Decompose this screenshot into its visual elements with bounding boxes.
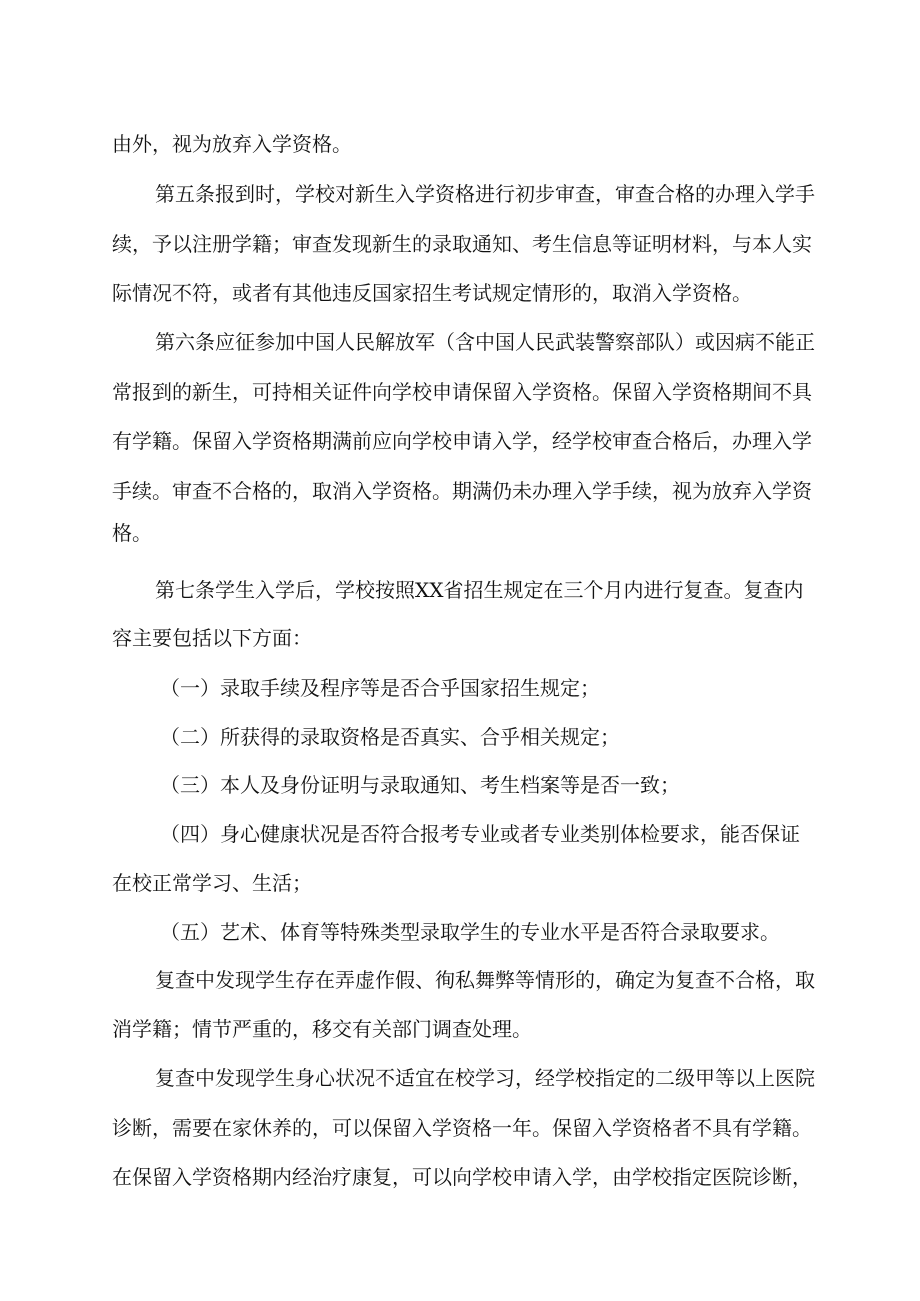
text-line: 在校正常学习、生活； — [112, 871, 312, 895]
list-item: （二）所获得的录取资格是否真实、合乎相关规定； — [160, 725, 620, 749]
text-line: 有学籍。保留入学资格期满前应向学校申请入学，经学校审查合格后，办理入学 — [112, 429, 812, 453]
text-line: 际情况不符，或者有其他违反国家招生考试规定情形的，取消入学资格。 — [112, 281, 752, 305]
text-line: 第五条报到时，学校对新生入学资格进行初步审查，审查合格的办理入学手 — [155, 182, 815, 206]
text-line: 续，予以注册学籍；审查发现新生的录取通知、考生信息等证明材料，与本人实 — [112, 232, 812, 256]
text-line: 诊断，需要在家休养的，可以保留入学资格一年。保留入学资格者不具有学籍。 — [112, 1116, 812, 1140]
text-line: 格。 — [112, 521, 152, 545]
text-line: 复查中发现学生存在弄虚作假、徇私舞弊等情形的，确定为复查不合格，取 — [155, 968, 815, 992]
text-line: 消学籍；情节严重的，移交有关部门调查处理。 — [112, 1017, 532, 1041]
text-line: 第七条学生入学后，学校按照XX省招生规定在三个月内进行复查。复查内 — [155, 578, 804, 602]
text-line: 常报到的新生，可持相关证件向学校申请保留入学资格。保留入学资格期间不具 — [112, 380, 812, 404]
text-line: 手续。审查不合格的，取消入学资格。期满仍未办理入学手续，视为放弃入学资 — [112, 479, 812, 503]
list-item: （三）本人及身份证明与录取通知、考生档案等是否一致； — [160, 773, 680, 797]
list-item: （五）艺术、体育等特殊类型录取学生的专业水平是否符合录取要求。 — [160, 920, 780, 944]
text-line: 由外，视为放弃入学资格。 — [112, 132, 352, 156]
text-line: 在保留入学资格期内经治疗康复，可以向学校申请入学，由学校指定医院诊断， — [112, 1165, 812, 1189]
text-line: 容主要包括以下方面： — [112, 626, 312, 650]
text-line: 复查中发现学生身心状况不适宜在校学习，经学校指定的二级甲等以上医院 — [155, 1066, 815, 1090]
list-item: （四）身心健康状况是否符合报考专业或者专业类别体检要求，能否保证 — [160, 822, 800, 846]
text-line: 第六条应征参加中国人民解放军（含中国人民武装警察部队）或因病不能正 — [155, 330, 815, 354]
list-item: （一）录取手续及程序等是否合乎国家招生规定； — [160, 676, 600, 700]
